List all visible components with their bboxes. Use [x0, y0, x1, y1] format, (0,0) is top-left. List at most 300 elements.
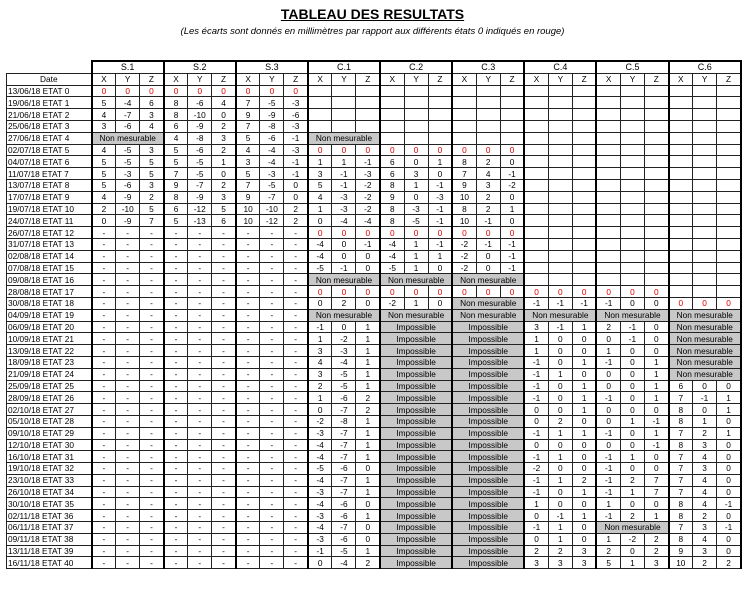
value-cell-z: - — [140, 510, 164, 522]
empty-cell — [669, 227, 693, 239]
value-cell-y: -7 — [332, 522, 356, 534]
value-cell-z: 2 — [284, 215, 308, 227]
value-cell-y: -3 — [404, 203, 428, 215]
row-date: 19/10/18 ETAT 32 — [7, 463, 92, 475]
axis-header-y: Y — [332, 73, 356, 85]
value-cell-x: -1 — [308, 321, 332, 333]
value-cell-z: 1 — [356, 368, 380, 380]
value-cell-x: 9 — [669, 545, 693, 557]
axis-header-z: Z — [572, 73, 596, 85]
value-cell-x: 6 — [380, 156, 404, 168]
value-cell-y: - — [188, 474, 212, 486]
value-cell-y: 0 — [548, 498, 572, 510]
empty-cell — [428, 85, 452, 97]
value-cell-x: 0 — [524, 510, 548, 522]
value-cell-y: -5 — [188, 168, 212, 180]
value-cell-z: -1 — [428, 179, 452, 191]
value-cell-y: -7 — [332, 474, 356, 486]
page-title: TABLEAU DES RESULTATS — [280, 6, 465, 22]
empty-cell — [717, 227, 741, 239]
row-date: 19/06/18 ETAT 1 — [7, 97, 92, 109]
value-cell-y: - — [260, 510, 284, 522]
value-cell-y: 1 — [404, 250, 428, 262]
empty-cell — [620, 179, 644, 191]
empty-cell — [620, 85, 644, 97]
value-cell-x: 0 — [308, 286, 332, 298]
axis-header-x: X — [596, 73, 620, 85]
empty-cell — [572, 262, 596, 274]
value-cell-x: - — [164, 262, 188, 274]
impossible-cell: Impossible — [452, 321, 524, 333]
value-cell-z: - — [284, 463, 308, 475]
value-cell-z: - — [212, 380, 236, 392]
value-cell-z: 0 — [500, 215, 524, 227]
impossible-cell: Impossible — [380, 510, 452, 522]
value-cell-y: -8 — [188, 132, 212, 144]
empty-cell — [596, 97, 620, 109]
value-cell-y: -4 — [260, 144, 284, 156]
value-cell-x: - — [164, 510, 188, 522]
empty-cell — [644, 203, 668, 215]
value-cell-y: -1 — [332, 262, 356, 274]
value-cell-z: 0 — [500, 156, 524, 168]
row-date: 24/07/18 ETAT 11 — [7, 215, 92, 227]
empty-cell — [572, 250, 596, 262]
value-cell-y: 0 — [548, 404, 572, 416]
row-date: 28/08/18 ETAT 17 — [7, 286, 92, 298]
value-cell-x: 3 — [524, 321, 548, 333]
value-cell-x: - — [164, 533, 188, 545]
value-cell-y: - — [188, 486, 212, 498]
value-cell-z: - — [212, 463, 236, 475]
value-cell-x: 4 — [308, 191, 332, 203]
value-cell-x: -1 — [596, 510, 620, 522]
value-cell-z: - — [212, 545, 236, 557]
impossible-cell: Impossible — [452, 533, 524, 545]
value-cell-x: 8 — [669, 498, 693, 510]
value-cell-y: - — [116, 427, 140, 439]
value-cell-z: 0 — [572, 498, 596, 510]
value-cell-y: - — [188, 356, 212, 368]
value-cell-y: -10 — [116, 203, 140, 215]
value-cell-x: - — [164, 227, 188, 239]
non-mesurable-cell: Non mesurable — [669, 321, 741, 333]
value-cell-z: -1 — [428, 215, 452, 227]
value-cell-z: - — [140, 309, 164, 321]
impossible-cell: Impossible — [452, 415, 524, 427]
row-date: 16/11/18 ETAT 40 — [7, 557, 92, 569]
value-cell-z: 1 — [428, 250, 452, 262]
value-cell-z: 1 — [717, 404, 741, 416]
value-cell-z: -1 — [500, 262, 524, 274]
empty-cell — [596, 274, 620, 286]
value-cell-y: 1 — [620, 415, 644, 427]
value-cell-y: - — [188, 451, 212, 463]
non-mesurable-cell: Non mesurable — [669, 368, 741, 380]
value-cell-y: 0 — [404, 144, 428, 156]
value-cell-y: 0 — [476, 144, 500, 156]
value-cell-y: 2 — [548, 415, 572, 427]
impossible-cell: Impossible — [380, 557, 452, 569]
impossible-cell: Impossible — [380, 451, 452, 463]
value-cell-z: 2 — [356, 392, 380, 404]
impossible-cell: Impossible — [380, 333, 452, 345]
row-date: 21/09/18 ETAT 24 — [7, 368, 92, 380]
value-cell-z: 0 — [356, 286, 380, 298]
corner-cell — [7, 61, 92, 73]
value-cell-z: 0 — [717, 545, 741, 557]
value-cell-z: - — [212, 286, 236, 298]
value-cell-z: - — [140, 286, 164, 298]
value-cell-z: - — [140, 368, 164, 380]
value-cell-z: 1 — [356, 427, 380, 439]
value-cell-x: - — [236, 309, 260, 321]
empty-cell — [596, 144, 620, 156]
value-cell-y: 3 — [693, 439, 717, 451]
axis-header-row — [7, 73, 742, 85]
value-cell-x: - — [92, 238, 116, 250]
value-cell-x: 2 — [308, 380, 332, 392]
empty-cell — [404, 97, 428, 109]
value-cell-y: - — [116, 439, 140, 451]
value-cell-y: -10 — [260, 203, 284, 215]
table-row — [7, 132, 742, 144]
value-cell-y: 0 — [404, 191, 428, 203]
empty-cell — [644, 191, 668, 203]
value-cell-z: - — [284, 545, 308, 557]
value-cell-z: - — [212, 510, 236, 522]
value-cell-x: -4 — [308, 250, 332, 262]
impossible-cell: Impossible — [380, 427, 452, 439]
value-cell-x: - — [236, 510, 260, 522]
value-cell-y: - — [188, 238, 212, 250]
empty-cell — [308, 97, 332, 109]
impossible-cell: Impossible — [452, 380, 524, 392]
value-cell-z: 0 — [356, 297, 380, 309]
value-cell-z: 1 — [356, 345, 380, 357]
table-row — [7, 404, 742, 416]
value-cell-y: 0 — [620, 297, 644, 309]
empty-cell — [572, 203, 596, 215]
value-cell-x: 8 — [380, 203, 404, 215]
axis-header-y: Y — [260, 73, 284, 85]
value-cell-y: - — [116, 380, 140, 392]
table-row — [7, 380, 742, 392]
empty-cell — [548, 250, 572, 262]
value-cell-y: 1 — [548, 451, 572, 463]
table-row — [7, 415, 742, 427]
value-cell-z: 1 — [356, 380, 380, 392]
value-cell-z: - — [284, 262, 308, 274]
value-cell-x: 8 — [452, 156, 476, 168]
value-cell-x: 0 — [452, 286, 476, 298]
value-cell-x: 7 — [236, 120, 260, 132]
value-cell-y: - — [188, 227, 212, 239]
value-cell-x: -1 — [524, 297, 548, 309]
value-cell-y: 4 — [693, 533, 717, 545]
empty-cell — [717, 109, 741, 121]
value-cell-y: - — [260, 474, 284, 486]
value-cell-y: 0 — [620, 345, 644, 357]
impossible-cell: Impossible — [380, 380, 452, 392]
value-cell-x: 1 — [524, 345, 548, 357]
value-cell-x: - — [92, 404, 116, 416]
non-mesurable-cell: Non mesurable — [669, 356, 741, 368]
value-cell-y: -9 — [260, 109, 284, 121]
value-cell-x: - — [236, 250, 260, 262]
value-cell-x: -2 — [380, 297, 404, 309]
value-cell-z: - — [284, 392, 308, 404]
empty-cell — [620, 144, 644, 156]
row-date: 02/07/18 ETAT 5 — [7, 144, 92, 156]
table-row — [7, 427, 742, 439]
value-cell-z: 3 — [572, 557, 596, 569]
value-cell-z: - — [284, 498, 308, 510]
value-cell-y: 3 — [693, 522, 717, 534]
value-cell-x: -1 — [596, 451, 620, 463]
empty-cell — [524, 274, 548, 286]
value-cell-z: -1 — [500, 250, 524, 262]
value-cell-x: 9 — [236, 109, 260, 121]
value-cell-y: - — [188, 250, 212, 262]
value-cell-y: 2 — [332, 297, 356, 309]
empty-cell — [524, 191, 548, 203]
value-cell-y: 0 — [620, 427, 644, 439]
value-cell-x: -1 — [524, 356, 548, 368]
value-cell-z: - — [212, 415, 236, 427]
value-cell-x: - — [236, 451, 260, 463]
row-date: 30/10/18 ETAT 35 — [7, 498, 92, 510]
value-cell-z: 0 — [644, 297, 668, 309]
value-cell-x: 7 — [669, 451, 693, 463]
empty-cell — [620, 227, 644, 239]
value-cell-y: - — [188, 522, 212, 534]
value-cell-x: 8 — [380, 215, 404, 227]
table-row — [7, 486, 742, 498]
value-cell-y: 1 — [404, 179, 428, 191]
value-cell-x: 5 — [164, 156, 188, 168]
row-date: 13/06/18 ETAT 0 — [7, 85, 92, 97]
value-cell-z: - — [140, 463, 164, 475]
value-cell-y: 0 — [693, 404, 717, 416]
empty-cell — [500, 120, 524, 132]
empty-cell — [620, 109, 644, 121]
value-cell-z: 1 — [212, 156, 236, 168]
group-header-s3: S.3 — [236, 61, 308, 73]
value-cell-z: 0 — [428, 168, 452, 180]
non-mesurable-cell: Non mesurable — [452, 309, 524, 321]
value-cell-z: - — [284, 404, 308, 416]
value-cell-y: - — [188, 427, 212, 439]
value-cell-y: -1 — [620, 321, 644, 333]
empty-cell — [308, 85, 332, 97]
value-cell-z: 0 — [284, 179, 308, 191]
value-cell-z: 1 — [644, 356, 668, 368]
value-cell-y: - — [116, 333, 140, 345]
value-cell-y: 0 — [476, 286, 500, 298]
value-cell-z: - — [284, 286, 308, 298]
empty-cell — [452, 109, 476, 121]
empty-cell — [717, 238, 741, 250]
value-cell-y: 2 — [548, 545, 572, 557]
value-cell-x: - — [236, 274, 260, 286]
value-cell-y: - — [116, 250, 140, 262]
value-cell-y: -2 — [332, 333, 356, 345]
empty-cell — [693, 144, 717, 156]
value-cell-z: 1 — [356, 333, 380, 345]
empty-cell — [332, 97, 356, 109]
value-cell-x: 0 — [596, 439, 620, 451]
empty-cell — [572, 120, 596, 132]
value-cell-x: -3 — [308, 533, 332, 545]
empty-cell — [717, 85, 741, 97]
axis-header-z: Z — [284, 73, 308, 85]
value-cell-z: 2 — [356, 404, 380, 416]
group-header-c2: C.2 — [380, 61, 452, 73]
table-row — [7, 85, 742, 97]
table-row — [7, 533, 742, 545]
value-cell-z: 0 — [572, 533, 596, 545]
empty-cell — [693, 120, 717, 132]
value-cell-x: - — [92, 321, 116, 333]
value-cell-z: - — [212, 439, 236, 451]
value-cell-x: 0 — [452, 227, 476, 239]
value-cell-x: 0 — [308, 215, 332, 227]
value-cell-y: -7 — [116, 109, 140, 121]
value-cell-z: 3 — [572, 545, 596, 557]
value-cell-x: - — [236, 463, 260, 475]
value-cell-z: - — [140, 250, 164, 262]
value-cell-y: - — [116, 545, 140, 557]
value-cell-x: 0 — [524, 439, 548, 451]
empty-cell — [572, 274, 596, 286]
impossible-cell: Impossible — [380, 321, 452, 333]
empty-cell — [548, 144, 572, 156]
empty-cell — [644, 120, 668, 132]
value-cell-x: 10 — [669, 557, 693, 569]
value-cell-y: 1 — [404, 238, 428, 250]
empty-cell — [717, 203, 741, 215]
empty-cell — [572, 97, 596, 109]
value-cell-y: -6 — [332, 498, 356, 510]
value-cell-y: - — [188, 545, 212, 557]
value-cell-z: 0 — [644, 345, 668, 357]
empty-cell — [669, 203, 693, 215]
value-cell-y: - — [260, 274, 284, 286]
value-cell-y: - — [260, 333, 284, 345]
value-cell-z: - — [284, 533, 308, 545]
value-cell-y: 0 — [332, 227, 356, 239]
empty-cell — [476, 109, 500, 121]
value-cell-x: 0 — [452, 144, 476, 156]
value-cell-z: -1 — [356, 156, 380, 168]
empty-cell — [524, 179, 548, 191]
value-cell-x: 3 — [308, 368, 332, 380]
impossible-cell: Impossible — [452, 486, 524, 498]
value-cell-z: 0 — [644, 463, 668, 475]
value-cell-x: - — [164, 356, 188, 368]
value-cell-z: - — [140, 333, 164, 345]
empty-cell — [380, 132, 404, 144]
row-date: 02/08/18 ETAT 14 — [7, 250, 92, 262]
row-date: 30/08/18 ETAT 18 — [7, 297, 92, 309]
impossible-cell: Impossible — [452, 510, 524, 522]
value-cell-y: -6 — [332, 510, 356, 522]
impossible-cell: Impossible — [380, 474, 452, 486]
value-cell-z: 0 — [572, 333, 596, 345]
value-cell-x: 5 — [164, 144, 188, 156]
non-mesurable-cell: Non mesurable — [596, 522, 668, 534]
value-cell-z: - — [140, 262, 164, 274]
impossible-cell: Impossible — [452, 545, 524, 557]
value-cell-x: 10 — [236, 203, 260, 215]
row-date: 19/07/18 ETAT 10 — [7, 203, 92, 215]
value-cell-x: - — [164, 297, 188, 309]
value-cell-y: - — [116, 274, 140, 286]
value-cell-z: - — [212, 533, 236, 545]
value-cell-y: - — [260, 250, 284, 262]
non-mesurable-cell: Non mesurable — [308, 132, 380, 144]
value-cell-z: 3 — [140, 109, 164, 121]
value-cell-z: - — [284, 474, 308, 486]
value-cell-z: - — [140, 238, 164, 250]
value-cell-z: -1 — [572, 297, 596, 309]
empty-cell — [476, 120, 500, 132]
value-cell-x: 8 — [164, 191, 188, 203]
value-cell-z: 0 — [717, 486, 741, 498]
value-cell-y: - — [260, 345, 284, 357]
value-cell-z: 0 — [428, 286, 452, 298]
value-cell-y: -9 — [188, 120, 212, 132]
value-cell-x: - — [92, 545, 116, 557]
value-cell-x: - — [164, 486, 188, 498]
empty-cell — [669, 191, 693, 203]
value-cell-y: - — [188, 463, 212, 475]
value-cell-y: 1 — [548, 474, 572, 486]
value-cell-y: 2 — [476, 191, 500, 203]
value-cell-x: 10 — [452, 215, 476, 227]
empty-cell — [572, 156, 596, 168]
value-cell-y: 0 — [548, 392, 572, 404]
value-cell-x: - — [164, 474, 188, 486]
value-cell-y: 3 — [404, 168, 428, 180]
value-cell-y: - — [260, 368, 284, 380]
empty-cell — [717, 250, 741, 262]
value-cell-x: - — [92, 463, 116, 475]
value-cell-x: 0 — [596, 286, 620, 298]
value-cell-y: - — [188, 498, 212, 510]
value-cell-x: - — [236, 297, 260, 309]
value-cell-z: 0 — [717, 451, 741, 463]
value-cell-x: - — [236, 439, 260, 451]
non-mesurable-cell: Non mesurable — [380, 309, 452, 321]
value-cell-z: - — [284, 227, 308, 239]
value-cell-x: - — [92, 250, 116, 262]
empty-cell — [428, 132, 452, 144]
value-cell-z: 0 — [717, 380, 741, 392]
value-cell-y: 4 — [476, 168, 500, 180]
empty-cell — [644, 97, 668, 109]
value-cell-y: - — [116, 262, 140, 274]
value-cell-z: 1 — [717, 392, 741, 404]
empty-cell — [548, 85, 572, 97]
value-cell-x: 4 — [236, 144, 260, 156]
axis-header-y: Y — [476, 73, 500, 85]
empty-cell — [548, 120, 572, 132]
empty-cell — [717, 215, 741, 227]
value-cell-z: - — [284, 510, 308, 522]
value-cell-y: -7 — [332, 439, 356, 451]
